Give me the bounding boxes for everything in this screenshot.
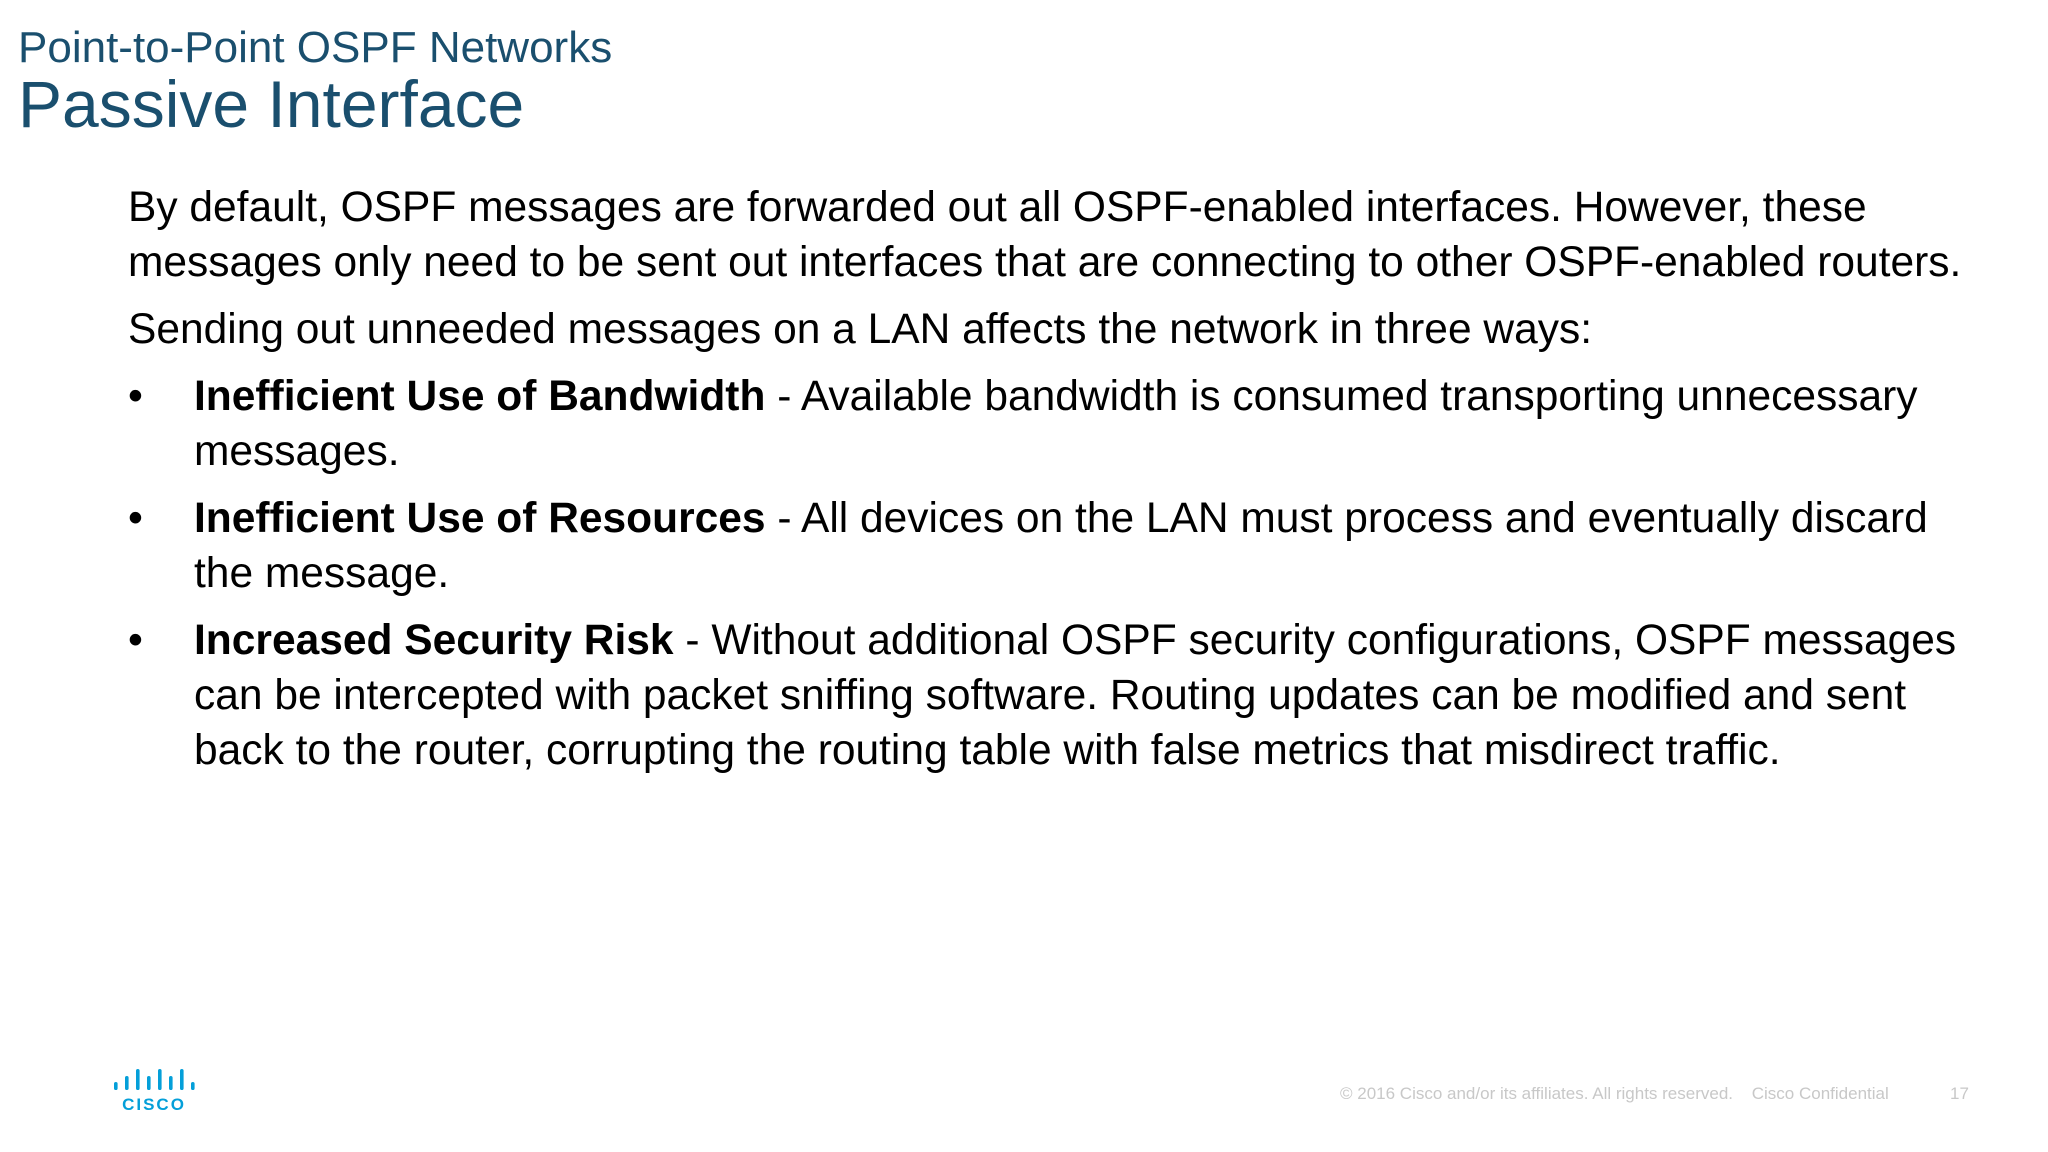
copyright-text: © 2016 Cisco and/or its affiliates. All rights reserved.: [1340, 1084, 1734, 1103]
cisco-logo: [112, 1066, 196, 1114]
confidential-text: Cisco Confidential: [1751, 1084, 1889, 1103]
bullet-term: Increased Security Risk: [194, 617, 674, 664]
bullet-marker: •: [128, 495, 143, 542]
bullet-text: - All devices on the LAN must process and eventually discard the message.: [194, 495, 1928, 597]
bullet-item: [128, 369, 1988, 479]
bullet-text: - Available bandwidth is consumed transporting unnecessary messages.: [194, 373, 1918, 475]
slide-subtitle: Point-to-Point OSPF Networks: [18, 23, 613, 72]
intro-paragraph: By default, OSPF messages are forwarded out all OSPF-enabled interfaces. However, these messages only need to be sent out interfaces that are connecting to other OSPF-enabled routers.: [128, 184, 1962, 286]
bullet-term: Inefficient Use of Resources: [194, 495, 766, 542]
bullet-text: - Without additional OSPF security configurations, OSPF messages can be intercepted with packet sniffing software. Routing updates can be modified and sent back to the router, corrupting the routing table with false metrics that misdirect traffic.: [194, 617, 1957, 774]
bullet-item: [128, 613, 1988, 778]
page-number: 17: [1950, 1084, 1969, 1103]
footer: [1340, 1084, 1889, 1104]
bullet-item: [128, 491, 1988, 601]
cisco-logo-bars: [114, 1069, 195, 1090]
bullet-marker: •: [128, 617, 143, 664]
bullet-marker: •: [128, 373, 143, 420]
bullet-term: Inefficient Use of Bandwidth: [194, 373, 766, 420]
bullet-list: [128, 369, 1988, 778]
slide-title: Passive Interface: [18, 67, 525, 141]
lead-paragraph: Sending out unneeded messages on a LAN affects the network in three ways:: [128, 306, 1593, 353]
cisco-logo-text: CISCO: [122, 1095, 186, 1114]
slide-body: [128, 180, 1988, 790]
